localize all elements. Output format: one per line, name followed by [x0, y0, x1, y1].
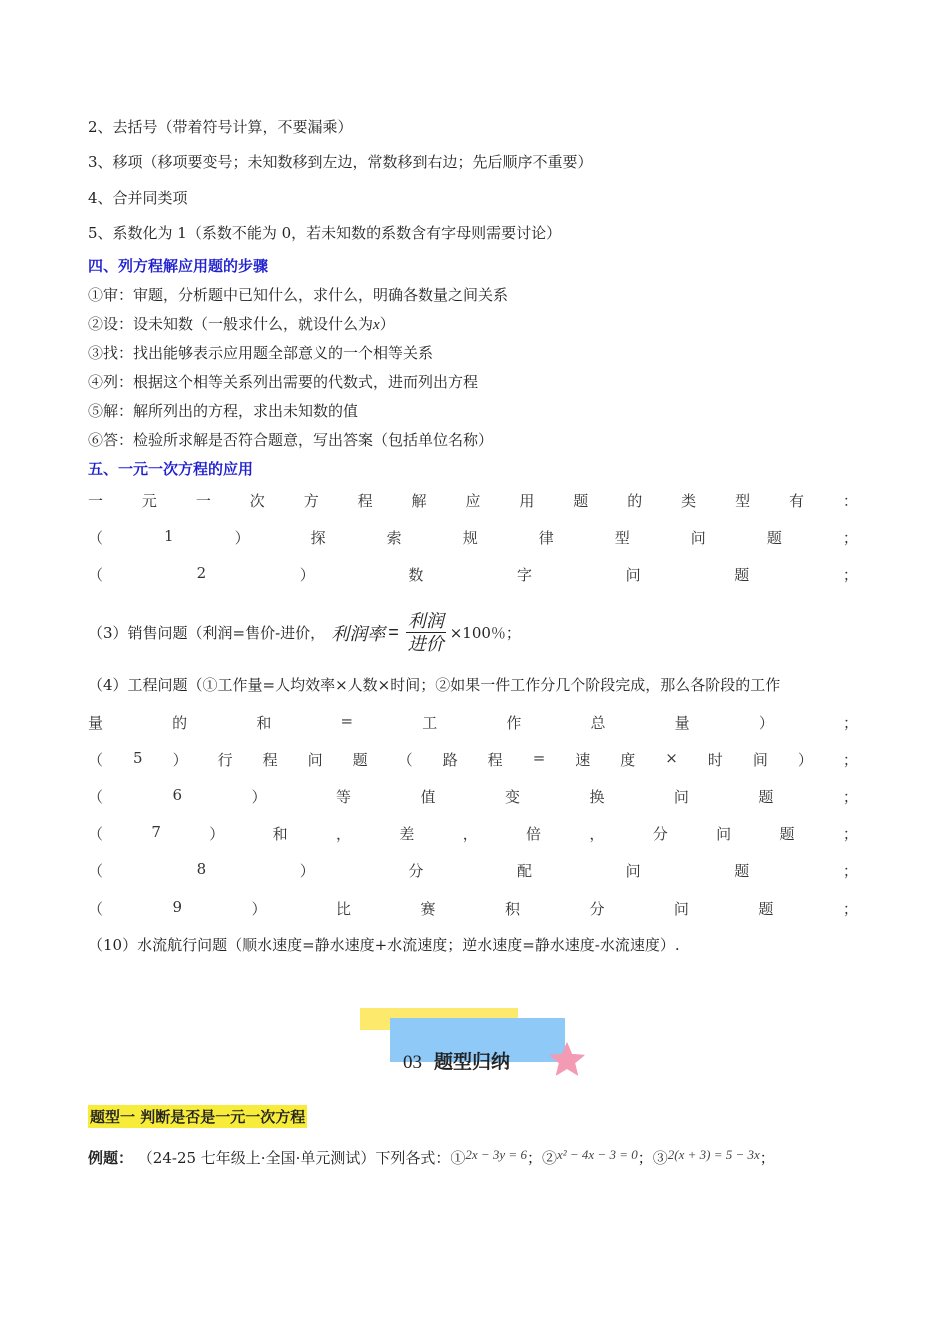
spread-char: 比	[335, 900, 351, 918]
spread-char: 等	[335, 788, 351, 806]
example-line	[88, 1147, 775, 1168]
section4-item-6: ⑥答：检验所求解是否符合题意，写出答案（包括单位名称）	[88, 431, 494, 449]
example-sep-1: ；②	[526, 1149, 557, 1167]
spread-char: 题	[352, 751, 368, 769]
spread-char: 作	[506, 714, 522, 732]
spread-char: ；	[842, 900, 858, 918]
spread-char: 2	[196, 564, 207, 582]
type-4-line1: （4）工程问题（①工作量=人均效率×人数×时间；②如果一件工作分几个阶段完成，那么各阶段的工作	[88, 676, 781, 694]
formula-numerator: 利润	[407, 611, 444, 631]
spread-char: （	[88, 566, 104, 584]
spread-char: 题	[758, 900, 774, 918]
spread-char: 积	[504, 900, 520, 918]
type-9	[88, 898, 858, 919]
formula-denominator: 进价	[407, 634, 444, 654]
question-type-title: 题型一 判断是否是一元一次方程	[88, 1105, 307, 1128]
example-sep-2: ；③	[637, 1149, 668, 1167]
step-4: 4、合并同类项	[88, 189, 188, 207]
spread-char: 间	[752, 751, 768, 769]
step-5: 5、系数化为 1（系数不能为 0，若未知数的系数含有字母则需要讨论）	[88, 224, 562, 242]
spread-char: ：	[842, 492, 858, 510]
spread-char: 工	[422, 714, 438, 732]
spread-char: 值	[420, 788, 436, 806]
type-10: （10）水流航行问题（顺水速度=静水速度+水流速度；逆水速度=静水速度-水流速度）.	[88, 936, 680, 954]
spread-char: 和	[256, 714, 272, 732]
equation-3: 2(x + 3) = 5 − 3x	[667, 1147, 760, 1162]
spread-char: ）	[234, 529, 250, 547]
spread-char: 8	[196, 860, 207, 878]
spread-char: 型	[614, 529, 630, 547]
spread-char: 题	[573, 492, 589, 510]
spread-char: =	[532, 749, 546, 767]
formula-fraction	[406, 610, 446, 655]
type-2	[88, 564, 858, 585]
spread-char: 量	[88, 714, 104, 732]
spread-char: 9	[172, 898, 183, 916]
type-3-suffix: ×100％；	[449, 624, 521, 642]
spread-char: 方	[303, 492, 319, 510]
spread-char: ，	[589, 825, 605, 843]
spread-char: ；	[842, 788, 858, 806]
spread-char: 程	[487, 751, 503, 769]
spread-char: 6	[172, 786, 183, 804]
section4-item-3: ③找：找出能够表示应用题全部意义的一个相等关系	[88, 344, 434, 362]
spread-char: 问	[716, 825, 732, 843]
section4-item-2-close: ）	[379, 315, 395, 333]
spread-char: 类	[681, 492, 697, 510]
step-3: 3、移项（移项要变号；未知数移到左边，常数移到右边；先后顺序不重要）	[88, 153, 593, 171]
type-3-prefix: （3）销售问题（利润=售价-进价，	[88, 624, 326, 642]
spread-char: 配	[517, 862, 533, 880]
spread-char: 问	[625, 566, 641, 584]
spread-char: 赛	[420, 900, 436, 918]
section4-item-2	[88, 313, 395, 334]
spread-char: 索	[386, 529, 402, 547]
type-5	[88, 749, 858, 770]
spread-char: 题	[758, 788, 774, 806]
step-2: 2、去括号（带着符号计算，不要漏乘）	[88, 118, 353, 136]
spread-char: 差	[399, 825, 415, 843]
banner-title: 题型归纳	[434, 1051, 511, 1073]
star-icon	[548, 1041, 586, 1079]
spread-char: 一	[88, 492, 104, 510]
spread-char: （	[88, 788, 104, 806]
section4-heading: 四、列方程解应用题的步骤	[88, 257, 269, 275]
spread-char: （	[397, 751, 413, 769]
spread-char: 次	[249, 492, 265, 510]
spread-char: 一	[195, 492, 211, 510]
spread-char: 题	[779, 825, 795, 843]
spread-char: 5	[133, 749, 143, 767]
spread-char: 路	[442, 751, 458, 769]
spread-char: 问	[625, 862, 641, 880]
example-end: ；	[759, 1149, 775, 1167]
banner-text	[403, 1047, 510, 1074]
spread-char: ）	[209, 825, 225, 843]
section4-item-5: ⑤解：解所列出的方程，求出未知数的值	[88, 402, 359, 420]
spread-char: 数	[408, 566, 424, 584]
section5-intro	[88, 490, 858, 511]
spread-char: 总	[590, 714, 606, 732]
section4-item-1: ①审：审题，分析题中已知什么，求什么，明确各数量之间关系	[88, 286, 509, 304]
spread-char: ；	[842, 529, 858, 547]
spread-char: ）	[797, 751, 813, 769]
spread-char: 规	[462, 529, 478, 547]
spread-char: 的	[172, 714, 188, 732]
spread-char: 元	[141, 492, 157, 510]
formula-eq: =	[388, 622, 399, 642]
spread-char: 7	[151, 823, 161, 841]
spread-char: （	[88, 825, 104, 843]
spread-char: 行	[217, 751, 233, 769]
variable-x: x	[373, 317, 380, 333]
profit-rate-formula	[325, 610, 450, 655]
section4-item-4: ④列：根据这个相等关系列出需要的代数式，进而列出方程	[88, 373, 479, 391]
spread-char: 型	[735, 492, 751, 510]
spread-char: （	[88, 900, 104, 918]
spread-char: 换	[589, 788, 605, 806]
spread-char: 用	[519, 492, 535, 510]
spread-char: 问	[307, 751, 323, 769]
spread-char: 的	[627, 492, 643, 510]
spread-char: 速	[575, 751, 591, 769]
spread-char: ；	[842, 714, 858, 732]
spread-char: 分	[408, 862, 424, 880]
equation-1: 2x − 3y = 6	[465, 1147, 527, 1162]
spread-char: （	[88, 751, 104, 769]
spread-char: ）	[758, 714, 774, 732]
section4-item-2-text: ②设：设未知数（一般求什么，就设什么为	[88, 315, 374, 333]
spread-char: 题	[734, 862, 750, 880]
equation-2: x² − 4x − 3 = 0	[556, 1147, 638, 1162]
spread-char: （	[88, 862, 104, 880]
spread-char: 问	[673, 788, 689, 806]
spread-char: 程	[357, 492, 373, 510]
type-8	[88, 860, 858, 881]
spread-char: ；	[842, 566, 858, 584]
spread-char: 时	[707, 751, 723, 769]
spread-char: 字	[517, 566, 533, 584]
spread-char: 和	[272, 825, 288, 843]
example-label: 例题：	[88, 1149, 134, 1167]
spread-char: 分	[652, 825, 668, 843]
spread-char: 度	[620, 751, 636, 769]
spread-char: 有	[788, 492, 804, 510]
spread-char: 变	[504, 788, 520, 806]
spread-char: ；	[842, 751, 858, 769]
formula-lhs: 利润率	[331, 623, 386, 644]
spread-char: 律	[538, 529, 554, 547]
spread-char: 程	[262, 751, 278, 769]
spread-char: 量	[674, 714, 690, 732]
type-6	[88, 786, 858, 807]
spread-char: ）	[299, 566, 315, 584]
spread-char: 应	[465, 492, 481, 510]
spread-char: 1	[164, 527, 174, 545]
spread-char: 倍	[526, 825, 542, 843]
spread-char: 问	[673, 900, 689, 918]
spread-char: ）	[251, 900, 267, 918]
spread-char: ；	[842, 825, 858, 843]
type-3	[88, 610, 521, 655]
spread-char: ；	[842, 862, 858, 880]
section5-heading: 五、一元一次方程的应用	[88, 460, 254, 478]
example-source: （24-25 七年级上·全国·单元测试）下列各式：①	[137, 1149, 466, 1167]
type-1	[88, 527, 858, 548]
spread-char: =	[340, 712, 354, 730]
spread-char: ）	[251, 788, 267, 806]
spread-char: ，	[462, 825, 478, 843]
spread-char: ，	[335, 825, 351, 843]
type-4-line2	[88, 712, 858, 733]
spread-char: ）	[172, 751, 188, 769]
type-7	[88, 823, 858, 844]
spread-char: 题	[766, 529, 782, 547]
spread-char: （	[88, 529, 104, 547]
spread-char: 解	[411, 492, 427, 510]
spread-char: 题	[734, 566, 750, 584]
spread-char: 探	[310, 529, 326, 547]
spread-char: 分	[589, 900, 605, 918]
banner-number: 03	[403, 1052, 422, 1073]
spread-char: ）	[299, 862, 315, 880]
spread-char: 问	[690, 529, 706, 547]
spread-char: ×	[665, 749, 678, 767]
